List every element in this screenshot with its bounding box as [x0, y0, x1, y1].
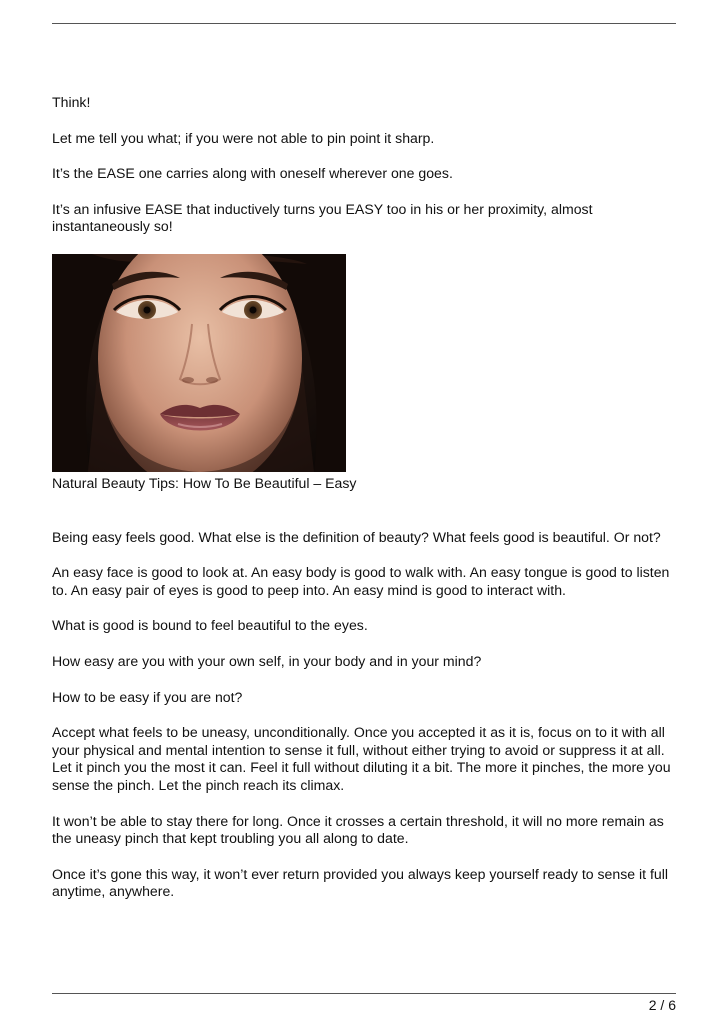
paragraph: How to be easy if you are not?	[52, 688, 243, 705]
paragraph: Let me tell you what; if you were not able to pin point it sharp.	[52, 129, 435, 146]
document-body	[52, 94, 676, 901]
paragraph: It won’t be able to stay there for long. Once it crosses a certain threshold, it will no more remain as the uneasy pinch that kept troubling you all along to date.	[52, 812, 664, 847]
paragraph: Once it’s gone this way, it won’t ever return provided you always keep yourself ready to sense it full anytime, anywhere.	[52, 865, 668, 900]
paragraph: Think!	[52, 94, 91, 110]
paragraph: How easy are you with your own self, in your body and in your mind?	[52, 652, 482, 669]
paragraph: Being easy feels good. What else is the definition of beauty? What feels good is beautiful. Or not?	[52, 528, 661, 545]
portrait-photo	[52, 254, 346, 472]
paragraph: It’s an infusive EASE that inductively turns you EASY too in his or her proximity, almost instantaneously so!	[52, 200, 593, 235]
paragraph: An easy face is good to look at. An easy body is good to walk with. An easy tongue is good to listen to. An easy pair of eyes is good to peep into. An easy mind is good to interact with.	[52, 564, 670, 598]
page-number: 2 / 6	[648, 997, 676, 1013]
paragraph: What is good is bound to feel beautiful to the eyes.	[52, 617, 368, 634]
paragraph: It’s the EASE one carries along with oneself wherever one goes.	[52, 165, 453, 182]
image-caption: Natural Beauty Tips: How To Be Beautiful – Easy	[52, 474, 357, 491]
footer-rule	[52, 993, 676, 994]
paragraph: Accept what feels to be uneasy, unconditionally. Once you accepted it as it is, focus on to it with all your physical and mental intention to sense it full, without either trying to avoid or suppress it at all. Let it pinch you the most it can. Feel it full without diluting it a bit. The more it pinches, the more you sense the pinch. Let the pinch reach its climax.	[52, 724, 671, 793]
header-rule	[52, 23, 676, 24]
